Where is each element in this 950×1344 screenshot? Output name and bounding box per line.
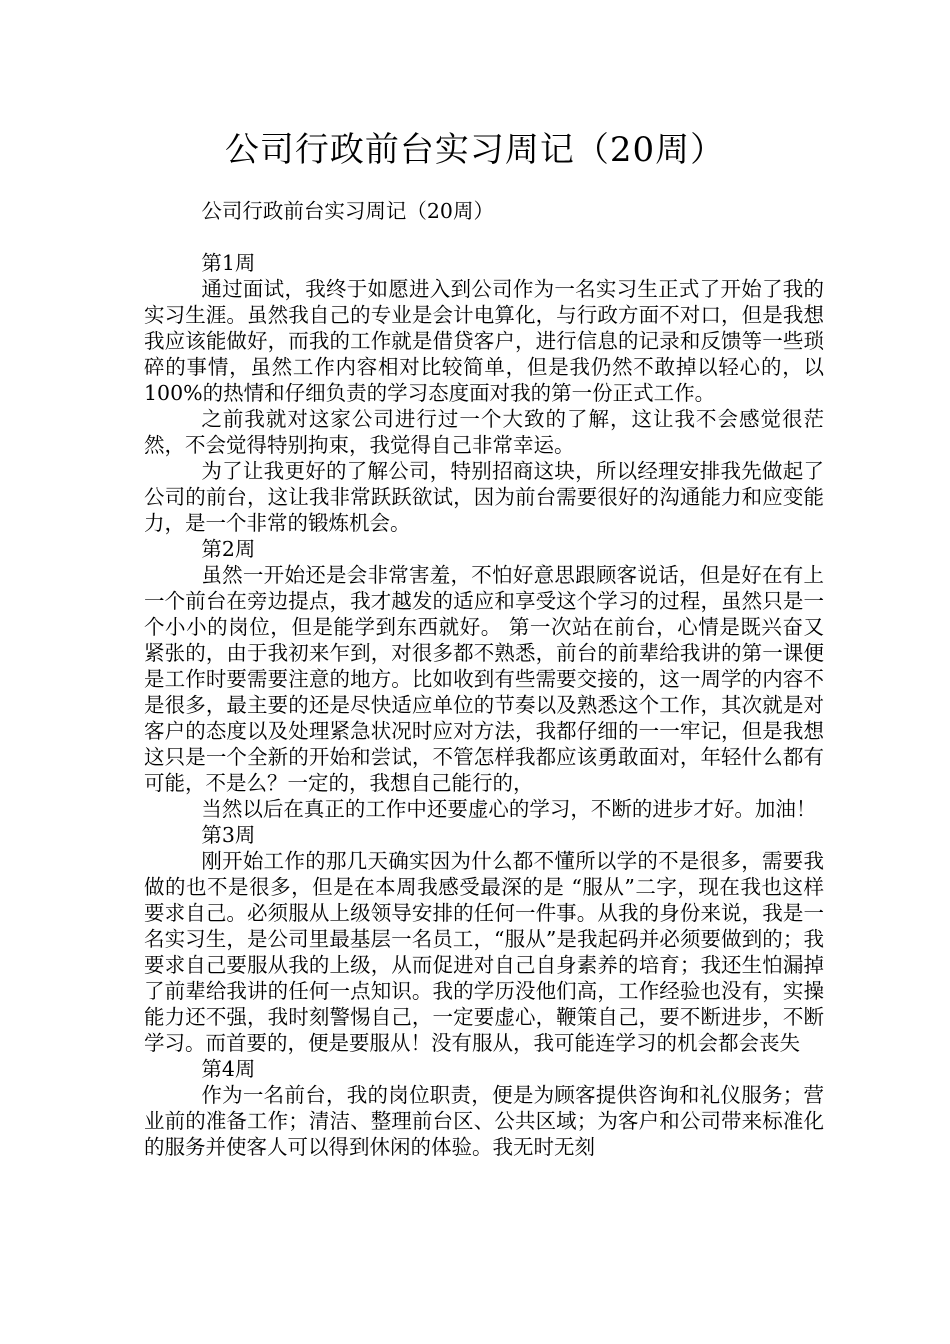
week-section-4 [144, 1056, 824, 1160]
paragraph: 刚开始工作的那几天确实因为什么都不懂所以学的不是很多，需要我做的也不是很多，但是在本周我感受最深的是 “服从”二字，现在我也这样要求自己。必须服从上级领导安排的任何一件事。从我的身份来说，我是一名实习生，是公司里最基层一名员工，“服从”是我起码并必须要做到的；我要求自己要服从我的上级，从而促进对自己自身素养的培育；我还生怕漏掉了前辈给我讲的任何一点知识。我的学历没他们高，工作经验也没有，实操能力还不强，我时刻警惕自己，一定要虚心，鞭策自己，要不断进步，不断学习。而首要的，便是要服从！没有服从，我可能连学习的机会都会丧失 [144, 849, 824, 1055]
paragraph: 为了让我更好的了解公司，特别招商这块，所以经理安排我先做起了公司的前台，这让我非常跃跃欲试，因为前台需要很好的沟通能力和应变能力，是一个非常的锻炼机会。 [144, 459, 824, 535]
document-title: 公司行政前台实习周记（20周） [224, 130, 726, 170]
week-heading: 第2周 [201, 537, 256, 561]
week-section-2 [144, 536, 824, 822]
week-section-1 [144, 250, 824, 536]
week-heading: 第4周 [201, 1057, 256, 1081]
paragraph: 当然以后在真正的工作中还要虚心的学习，不断的进步才好。加油！ [201, 797, 817, 821]
document-subtitle: 公司行政前台实习周记（20周） [201, 199, 494, 223]
document-body [144, 198, 824, 1160]
paragraph: 作为一名前台，我的岗位职责，便是为顾客提供咨询和礼仪服务；营业前的准备工作；清洁、整理前台区、公共区域；为客户和公司带来标准化的服务并使客人可以得到休闲的体验。我无时无刻 [144, 1083, 824, 1159]
paragraph: 虽然一开始还是会非常害羞，不怕好意思跟顾客说话，但是好在有上一个前台在旁边提点，我才越发的适应和享受这个学习的过程，虽然只是一个小小的岗位，但是能学到东西就好。 第一次站在前台，心情是既兴奋又紧张的，由于我初来乍到，对很多都不熟悉，前台的前辈给我讲的第一课便是工作时要需要注意的地方。比如收到有些需要交接的，这一周学的内容不是很多，最主要的还是尽快适应单位的节奏以及熟悉这个工作，其次就是对客户的态度以及处理紧急状况时应对方法，我都仔细的一一牢记，但是我想这只是一个全新的开始和尝试，不管怎样我都应该勇敢面对，年轻什么都有可能，不是么？一定的，我想自己能行的， [144, 563, 824, 795]
blank-line [144, 224, 824, 250]
week-heading: 第1周 [201, 251, 256, 275]
paragraph: 通过面试，我终于如愿进入到公司作为一名实习生正式了开始了我的实习生涯。虽然我自己的专业是会计电算化，与行政方面不对口，但是我想我应该能做好，而我的工作就是借贷客户，进行信息的记录和反馈等一些琐碎的事情，虽然工作内容相对比较简单，但是我仍然不敢掉以轻心的，以100%的热情和仔细负责的学习态度面对我的第一份正式工作。 [144, 277, 824, 405]
paragraph: 之前我就对这家公司进行过一个大致的了解，这让我不会感觉很茫然，不会觉得特别拘束，我觉得自己非常幸运。 [144, 407, 824, 457]
week-heading: 第3周 [201, 823, 256, 847]
week-section-3 [144, 822, 824, 1056]
